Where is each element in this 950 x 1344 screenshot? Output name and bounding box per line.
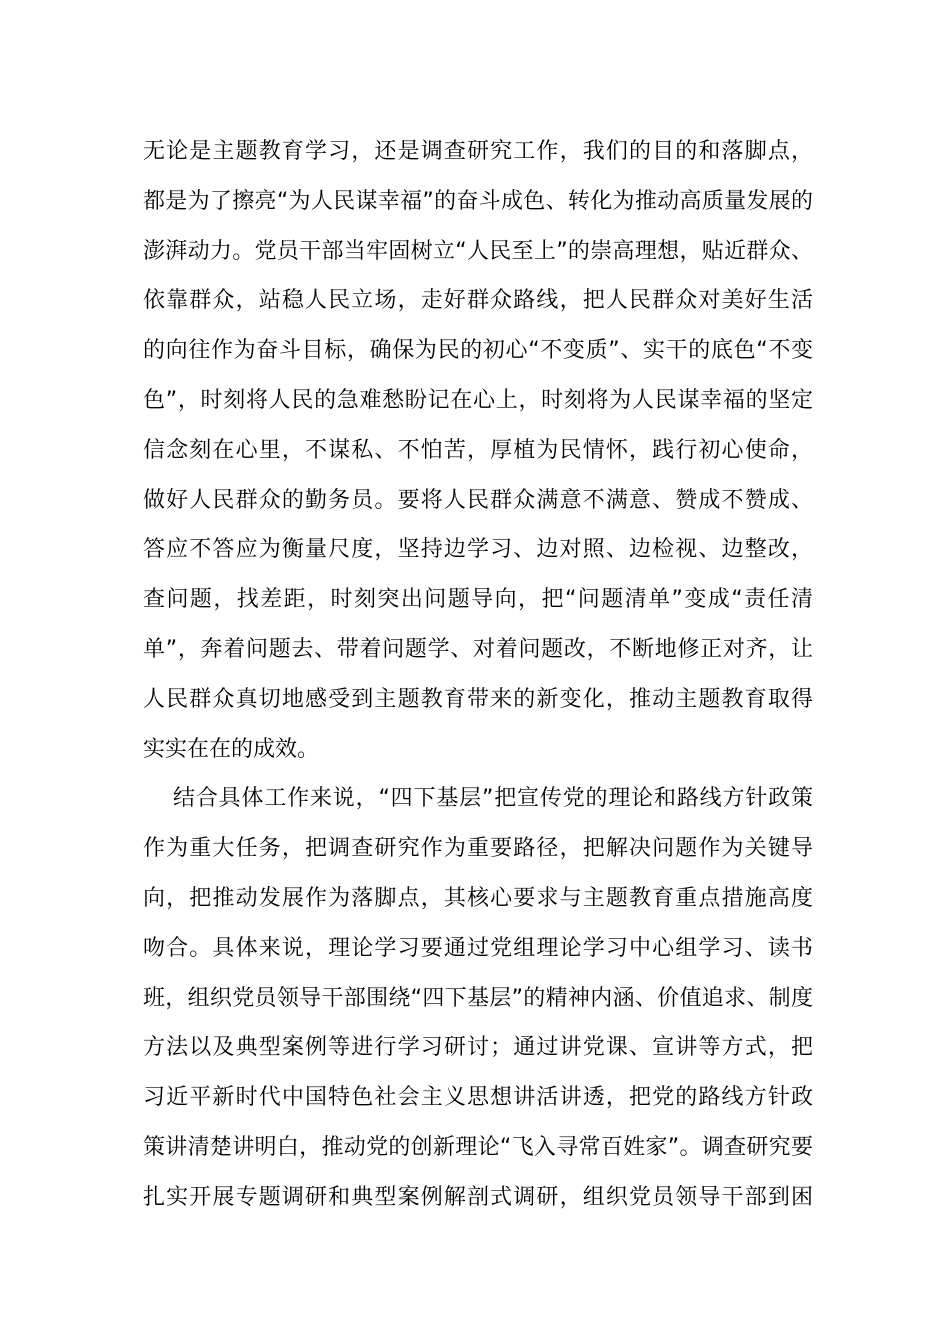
text-line: 班，组织党员领导干部围绕“四下基层”的精神内涵、价值追求、制度: [143, 985, 813, 1011]
text-line: 作为重大任务，把调查研究作为重要路径，把解决问题作为关键导: [143, 836, 813, 862]
paragraph-1: [143, 127, 813, 774]
text-line: 扎实开展专题调研和典型案例解剖式调研，组织党员领导干部到困: [143, 1184, 813, 1210]
text-line: 单”，奔着问题去、带着问题学、对着问题改，不断地修正对齐，让: [143, 636, 813, 662]
text-line: 依靠群众，站稳人民立场，走好群众路线，把人民群众对美好生活: [143, 288, 813, 314]
text-line: 信念刻在心里，不谋私、不怕苦，厚植为民情怀，践行初心使命，: [143, 437, 813, 463]
text-line: 人民群众真切地感受到主题教育带来的新变化，推动主题教育取得: [143, 686, 813, 712]
text-line: 答应不答应为衡量尺度，坚持边学习、边对照、边检视、边整改，: [143, 537, 813, 563]
text-line: 做好人民群众的勤务员。要将人民群众满意不满意、赞成不赞成、: [143, 487, 813, 513]
text-line: 策讲清楚讲明白，推动党的创新理论“飞入寻常百姓家”。调查研究要: [143, 1134, 813, 1160]
paragraph-2: [143, 774, 813, 1222]
text-line: 吻合。具体来说，理论学习要通过党组理论学习中心组学习、读书: [143, 935, 813, 961]
text-line: 实实在在的成效。: [143, 736, 320, 762]
document-body: [143, 127, 813, 1223]
text-line: 结合具体工作来说，“四下基层”把宣传党的理论和路线方针政策: [173, 786, 813, 812]
text-line: 向，把推动发展作为落脚点，其核心要求与主题教育重点措施高度: [143, 885, 813, 911]
text-line: 查问题，找差距，时刻突出问题导向，把“问题清单”变成“责任清: [143, 587, 813, 613]
text-line: 色”，时刻将人民的急难愁盼记在心上，时刻将为人民谋幸福的坚定: [143, 387, 813, 413]
text-line: 澎湃动力。党员干部当牢固树立“人民至上”的崇高理想，贴近群众、: [143, 238, 813, 264]
text-line: 无论是主题教育学习，还是调查研究工作，我们的目的和落脚点，: [143, 139, 813, 164]
text-line: 方法以及典型案例等进行学习研讨；通过讲党课、宣讲等方式，把: [143, 1035, 813, 1061]
text-line: 习近平新时代中国特色社会主义思想讲活讲透，把党的路线方针政: [143, 1085, 813, 1111]
text-line: 都是为了擦亮“为人民谋幸福”的奋斗成色、转化为推动高质量发展的: [143, 188, 813, 214]
text-line: 的向往作为奋斗目标，确保为民的初心“不变质”、实干的底色“不变: [143, 338, 813, 364]
